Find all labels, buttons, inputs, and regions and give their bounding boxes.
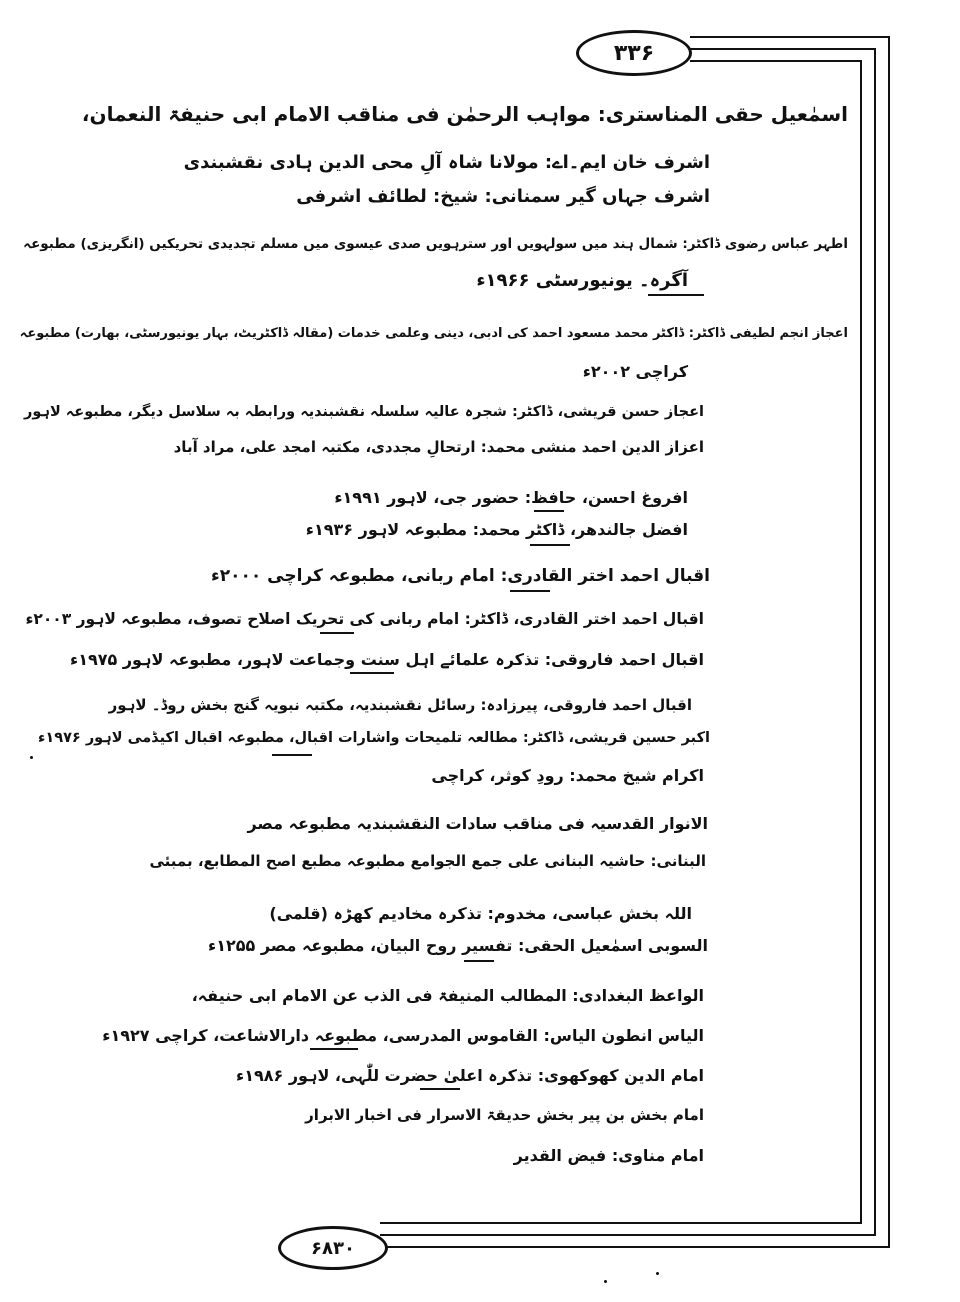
entry-22: امام الدین کھوکھوی: تذکرہ اعلیٰ حضرت للّٰہی، لاہور ۱۹۸۶ء bbox=[236, 1066, 704, 1085]
entry-15: اکرام شیخ محمد: رودِ کوثر، کراچی bbox=[431, 766, 704, 785]
header-page-number bbox=[576, 30, 692, 76]
underline-year-2003 bbox=[320, 632, 354, 634]
entry-3: اشرف جہاں گیر سمنانی: شیخ: لطائف اشرفی bbox=[296, 186, 710, 207]
entry-13: اقبال احمد فاروقی، پیرزادہ: رسائل نقشبندیہ، مکتبہ نبویہ گنج بخش روڈ۔ لاہور bbox=[108, 696, 692, 714]
entry-24: امام مناوی: فیض القدیر bbox=[513, 1146, 704, 1165]
entry-19: السوبی اسمٰعیل الحقی: تفسیر روح البیان، مطبوعہ مصر ۱۲۵۵ء bbox=[208, 936, 708, 955]
scan-speck bbox=[30, 756, 33, 759]
frame-bottom-rule-mid bbox=[380, 1234, 876, 1236]
entry-1: اسمٰعیل حقی المناستری: مواہب الرحمٰن فی مناقب الامام ابی حنیفۃ النعمان، bbox=[81, 102, 848, 126]
frame-top-rule-inner bbox=[690, 60, 862, 62]
underline-year-2000 bbox=[510, 590, 550, 592]
underline-year-1927 bbox=[310, 1048, 358, 1050]
entry-4-cont: آگرہ۔ یونیورسٹی ۱۹۶۶ء bbox=[476, 270, 688, 291]
underline-year-1986 bbox=[420, 1088, 460, 1090]
entry-23: امام بخش بن پیر بخش حدیقۃ الاسرار فی اخبار الابرار bbox=[305, 1106, 704, 1124]
frame-right-rule-inner bbox=[860, 60, 862, 1224]
underline-year-1936 bbox=[530, 544, 570, 546]
entry-21: الیاس انطون الیاس: القاموس المدرسی، مطبوعہ دارالاشاعت، کراچی ۱۹۲۷ء bbox=[102, 1026, 704, 1045]
entry-8: افروغ احسن، حافظ: حضور جی، لاہور ۱۹۹۱ء bbox=[334, 488, 688, 507]
entry-11: اقبال احمد اختر القادری، ڈاکٹر: امام ربانی کی تحریک اصلاح تصوف، مطبوعہ لاہور ۲۰۰۳ء bbox=[25, 610, 704, 628]
frame-right-rule-outer bbox=[888, 36, 890, 1248]
underline-year-1991 bbox=[534, 510, 564, 512]
underline-year-1255 bbox=[464, 960, 494, 962]
frame-top-rule-mid bbox=[690, 48, 876, 50]
entry-10: اقبال احمد اختر القادری: امام ربانی، مطبوعہ کراچی ۲۰۰۰ء bbox=[211, 566, 710, 586]
entry-5: اعجاز انجم لطیفی ڈاکٹر: ڈاکٹر محمد مسعود احمد کی ادبی، دینی وعلمی خدمات (مقالہ ڈاکٹریٹ، بہار یونیورسٹی، بھارت) مطبوعہ bbox=[19, 326, 848, 341]
frame-bottom-rule-outer bbox=[380, 1246, 890, 1248]
entry-18: اللہ بخش عباسی، مخدوم: تذکرہ مخادیم کھڑہ (قلمی) bbox=[269, 904, 692, 923]
entry-6: اعجاز حسن قریشی، ڈاکٹر: شجرہ عالیہ سلسلہ نقشبندیہ ورابطہ بہ سلاسل دیگر، مطبوعہ لاہور bbox=[24, 404, 704, 420]
header-page-number-text: ۳۳۶ bbox=[613, 40, 655, 66]
entry-4: اطہر عباس رضوی ڈاکٹر: شمال ہند میں سولہویں اور سترہویں صدی عیسوی میں مسلم تجدیدی تحریکیں (انگریزی) مطبوعہ bbox=[23, 236, 848, 252]
entry-17: البنانی: حاشیہ البنانی علی جمع الجوامع مطبوعہ مطبع اصح المطابع، بمبئی bbox=[149, 852, 706, 870]
entry-7: اعزاز الدین احمد منشی محمد: ارتحالِ مجددی، مکتبہ امجد علی، مراد آباد bbox=[173, 438, 704, 456]
frame-right-rule-mid bbox=[874, 48, 876, 1236]
scan-speck bbox=[604, 1280, 607, 1283]
entry-5-cont: کراچی ۲۰۰۲ء bbox=[582, 362, 688, 381]
frame-top-rule-outer bbox=[690, 36, 890, 38]
underline-year-1975 bbox=[350, 672, 394, 674]
entry-12: اقبال احمد فاروقی: تذکرہ علمائے اہل سنت وجماعت لاہور، مطبوعہ لاہور ۱۹۷۵ء bbox=[70, 650, 704, 669]
underline-year-1966 bbox=[648, 294, 704, 296]
footer-page-number bbox=[278, 1226, 388, 1270]
entry-20: الواعظ البغدادی: المطالب المنیفۃ فی الذب عن الامام ابی حنیفہ، bbox=[191, 986, 704, 1005]
underline-year-1976 bbox=[272, 754, 312, 756]
entry-2: اشرف خان ایم۔اے: مولانا شاہ آلِ محی الدین ہادی نقشبندی bbox=[183, 152, 710, 173]
entry-14: اکبر حسین قریشی، ڈاکٹر: مطالعہ تلمیحات واشارات اقبال، مطبوعہ اقبال اکیڈمی لاہور ۱۹۷۶ء bbox=[37, 730, 710, 746]
entry-9: افضل جالندھر، ڈاکٹر محمد: مطبوعہ لاہور ۱۹۳۶ء bbox=[305, 520, 688, 539]
footer-page-number-text: ۶۸۳۰ bbox=[311, 1237, 355, 1259]
entry-16: الانوار القدسیہ فی مناقب سادات النقشبندیہ مطبوعہ مصر bbox=[247, 814, 708, 833]
scan-speck bbox=[656, 1272, 659, 1275]
frame-bottom-rule-inner bbox=[380, 1222, 862, 1224]
